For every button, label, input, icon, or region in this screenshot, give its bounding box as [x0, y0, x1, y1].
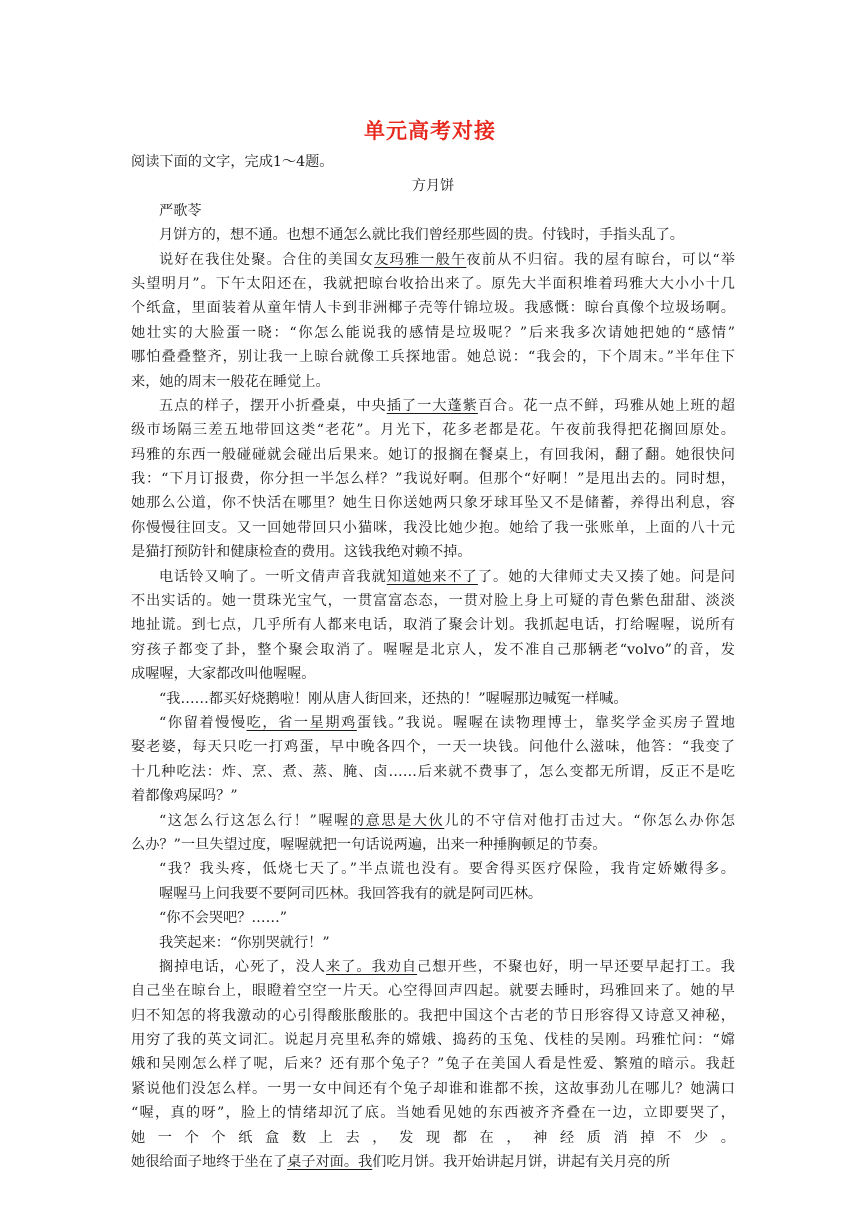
text-segment: 儿的不守信对他打击过大。“你怎么办你怎 — [444, 812, 735, 829]
text-segment: 五点的样子，摆开小折叠桌，中央 — [159, 397, 387, 414]
text-segment: 蛋钱。”我说。喔喔在读物理博士，靠奖学金买房子置地 — [356, 714, 735, 731]
text-segment: 电话铃又响了。一听文倩声音我就 — [159, 568, 387, 585]
underlined-phrase: 知道她来不了 — [386, 568, 478, 585]
page-title: 单元高考对接 — [364, 119, 496, 143]
underlined-phrase: 的意思是大伙 — [349, 812, 445, 829]
underlined-phrase: 友玛雅一般午 — [374, 251, 467, 268]
text-line: 玛雅的东西一般碰碰就会碰出后果来。她订的报搁在餐桌上，有回我闲，翻了翻。她很快问 — [131, 446, 735, 463]
text-line: “喔，真的呀”，脸上的情绪却沉了底。当她看见她的东西被齐齐叠在一边，立即要哭了， — [131, 1105, 735, 1122]
text-line — [131, 955, 735, 979]
text-line — [131, 248, 735, 272]
underlined-phrase: 吃，省一星期鸡 — [246, 714, 357, 731]
author-name: 严歌苓 — [159, 202, 202, 219]
text-line: 我笑起来：“你别哭就行！” — [159, 934, 330, 951]
text-line: 她一个个纸盒数上去，发现都在，神经质消掉不少。 — [131, 1129, 735, 1146]
text-segment: “你留着慢慢 — [159, 714, 247, 731]
text-line: 着都像鸡屎吗？” — [131, 788, 238, 805]
text-line — [131, 809, 735, 833]
text-line — [131, 1150, 735, 1174]
text-line: 不出实话的。她一贯珠光宝气，一贯富富态态，一贯对脸上身上可疑的青色紫色甜甜、淡淡 — [131, 593, 735, 610]
text-line: 喔喔马上问我要不要阿司匹林。我回答我有的就是阿司匹林。 — [159, 885, 543, 902]
text-line: 她那么公道，你不快活在哪里？她生日你送她两只象牙球耳坠又不是储蓄，养得出利息，容 — [131, 495, 735, 512]
text-line: “我？我头疼，低烧七天了。”半点谎也没有。要舍得买医疗保险，我肯定娇嫩得多。 — [159, 861, 735, 878]
text-line: 个纸盒，里面装着从童年情人卡到非洲椰子壳等什锦垃圾。我感慨：晾台真像个垃圾场啊。 — [131, 300, 735, 317]
text-line: 归不知怎的将我激动的心引得酸胀酸胀的。我把中国这个古老的节日形容得又诗意又神秘， — [131, 1007, 735, 1024]
text-line: 她壮实的大脸蛋一晓：“你怎么能说我的感情是垃圾呢？”后来我多次请她把她的“感情” — [131, 324, 735, 341]
text-line: 紧说他们没怎么样。一男一女中间还有个兔子却谁和谁都不挨，这故事劲儿在哪儿？她满口 — [131, 1080, 735, 1097]
text-line: 娥和吴刚怎么样了呢，后来？还有那个兔子？”兔子在美国人看是性爱、繁殖的暗示。我赶 — [131, 1056, 735, 1073]
text-line: 级市场隔三差五地带回这类“老花”。月光下，花多老都是花。午夜前我得把花搁回原处。 — [131, 422, 735, 439]
underlined-phrase: 来了。我劝自 — [326, 958, 418, 975]
text-segment: 说好在我住处聚。合住的美国女 — [159, 251, 375, 268]
instruction-text: 阅读下面的文字，完成1～4题。 — [131, 154, 334, 170]
text-segment: 她很给面子地终于坐在了 — [131, 1154, 288, 1171]
text-line — [131, 394, 735, 418]
text-line: 自己坐在晾台上，眼瞪着空空一片天。心空得回声四起。就要去睡时，玛雅回来了。她的早 — [131, 983, 735, 1000]
text-line: 我：“下月订报费，你分担一半怎么样？”我说好啊。但那个“好啊！”是甩出去的。同时想， — [131, 471, 735, 488]
text-line: “我……都买好烧鹅啦！刚从唐人街回来，还热的！”喔喔那边喊冤一样喊。 — [159, 690, 628, 707]
text-line: 用穷了我的英文词汇。说起月亮里私奔的嫦娥、捣药的玉兔、伐桂的吴刚。玛雅忙问：“嫦 — [131, 1032, 735, 1049]
text-segment: 搁掉电话，心死了，没人 — [159, 958, 327, 975]
text-line: 你慢慢往回支。又一回她带回只小猫咪，我没比她少抱。她给了我一张账单，上面的八十元 — [131, 519, 735, 536]
document-body — [131, 150, 735, 1174]
text-line: 地扯谎。到七点，几乎所有人都来电话，取消了聚会计划。我抓起电话，打给喔喔，说所有 — [131, 617, 735, 634]
text-line — [131, 565, 735, 589]
text-line: 娶老婆，每天只吃一打鸡蛋，早中晚各四个，一天一块钱。问他什么滋味，他答：“我变了 — [131, 739, 735, 756]
text-line — [131, 711, 735, 735]
underlined-phrase: 桌子对面。我 — [287, 1154, 373, 1171]
text-segment: 们吃月饼。我开始讲起月饼，讲起有关月亮的所 — [372, 1154, 671, 1171]
text-line: 十几种吃法：炸、烹、煮、蒸、腌、卤……后来就不费事了，怎么变都无所谓，反正不是吃 — [131, 763, 735, 780]
text-line: “你不会哭吧？……” — [159, 910, 288, 927]
text-segment: “这怎么行这怎么行！”喔喔 — [159, 812, 350, 829]
text-line: 来，她的周末一般花在睡觉上。 — [131, 373, 330, 390]
story-text — [131, 223, 735, 1174]
text-line: 么办？”一旦失望过度，喔喔就把一句话说两遍，出来一种捶胸顿足的节奏。 — [131, 836, 607, 853]
text-line: 成喔喔，大家都改叫他喔喔。 — [131, 666, 316, 683]
text-line: 哪怕叠叠整齐，别让我一上晾台就像工兵探地雷。她总说：“我会的，下个周末。”半年住下 — [131, 349, 735, 366]
underlined-phrase: 插了一大蓬紫 — [386, 397, 478, 414]
text-line: 是猫打预防针和健康检查的费用。这钱我绝对赖不掉。 — [131, 544, 472, 561]
story-title: 方月饼 — [411, 178, 455, 195]
text-segment: 夜前从不归宿。我的屋有晾台，可以“举 — [466, 251, 735, 268]
text-line: 头望明月”。下午太阳还在，我就把晾台收拾出来了。原先大半面积堆着玛雅大大小小十几 — [131, 275, 735, 292]
text-segment: 己想开些，不聚也好，明一早还要早起打工。我 — [417, 958, 735, 975]
text-segment: 百合。花一点不鲜，玛雅从她上班的超 — [477, 397, 735, 414]
text-segment: 了。她的大律师丈夫又揍了她。问是问 — [477, 568, 735, 585]
text-line: 月饼方的，想不通。也想不通怎么就比我们曾经那些圆的贵。付钱时，手指头乱了。 — [159, 227, 684, 244]
text-line: 穷孩子都变了卦，整个聚会取消了。喔喔是北京人，发不准自己那辆老“volvo”的音，发 — [131, 641, 735, 658]
